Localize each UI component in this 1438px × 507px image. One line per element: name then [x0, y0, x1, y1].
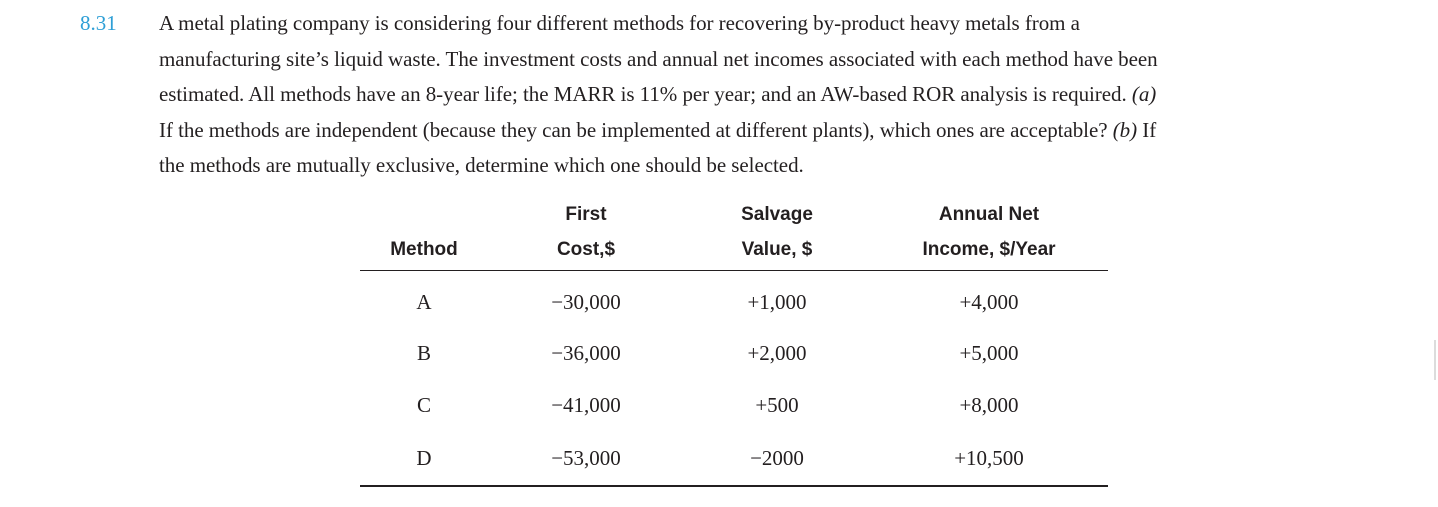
table-row	[360, 431, 1108, 486]
cell-first-cost: −36,000	[551, 340, 621, 365]
part-b-label: (b)	[1112, 117, 1138, 142]
problem-statement	[159, 6, 1309, 184]
cell-first-cost: −30,000	[551, 289, 621, 314]
header-first-cost: First Cost,$	[488, 197, 684, 271]
cell-first-cost: −53,000	[488, 431, 684, 486]
table-header-row	[360, 197, 1108, 271]
problem-line-1: A metal plating company is considering four different methods for recovering by-product heavy metals from a	[159, 11, 1080, 35]
cell-salvage: +2,000	[747, 340, 807, 365]
header-annual-net-income: Annual Net Income, $/Year	[870, 197, 1108, 271]
scrollbar-edge	[1434, 340, 1436, 380]
problem-line-5: the methods are mutually exclusive, determine which one should be selected.	[159, 153, 804, 177]
table-row	[360, 271, 1108, 328]
cell-method: A	[416, 289, 432, 314]
cell-method: C	[416, 392, 431, 417]
cell-salvage: +500	[755, 392, 799, 417]
problem-line-2: manufacturing site’s liquid waste. The investment costs and annual net incomes associated with each method have been	[159, 46, 1158, 71]
cell-method: D	[360, 431, 488, 486]
cell-income: +8,000	[959, 392, 1019, 417]
header-salvage-value: Salvage Value, $	[684, 197, 870, 271]
table-row	[360, 327, 1108, 379]
cell-salvage: +1,000	[747, 289, 807, 314]
problem-line-3: estimated. All methods have an 8-year life; the MARR is 11% per year; and an AW-based ROR analysis is required. (a)	[159, 82, 1157, 106]
part-a-label: (a)	[1131, 82, 1157, 106]
cell-income: +4,000	[959, 289, 1019, 314]
problem-line-4: If the methods are independent (because they can be implemented at different plants), which ones are acceptable? (b) If	[159, 117, 1157, 142]
cell-income: +10,500	[870, 431, 1108, 486]
cell-method: B	[416, 340, 431, 365]
cell-first-cost: −41,000	[551, 392, 621, 417]
methods-table	[360, 197, 1108, 487]
table-row	[360, 379, 1108, 431]
cell-salvage: −2000	[684, 431, 870, 486]
header-method: Method	[360, 197, 488, 271]
cell-income: +5,000	[959, 340, 1019, 365]
problem-number: 8.31	[80, 11, 117, 35]
